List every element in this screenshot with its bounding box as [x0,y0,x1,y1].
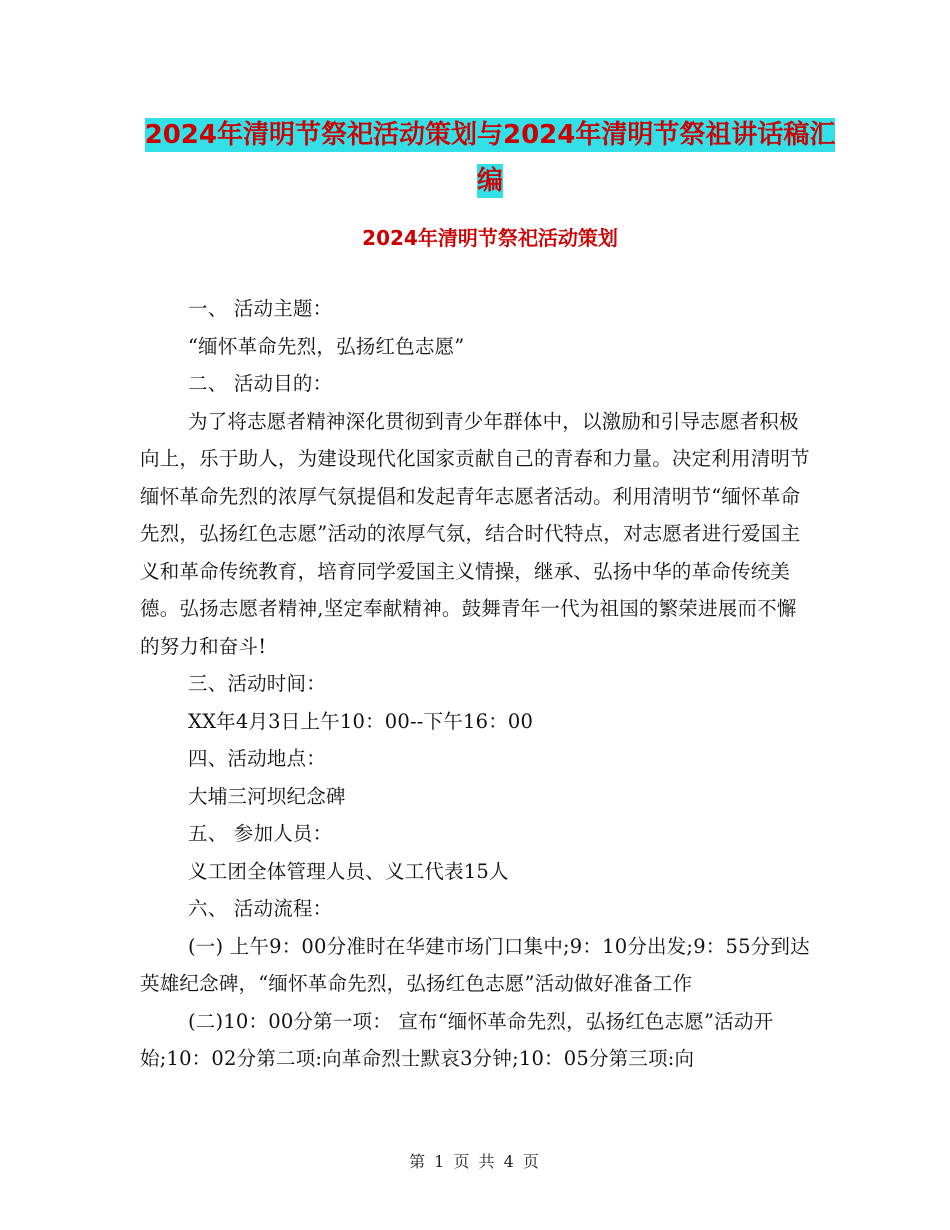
location-text: 大埔三河坝纪念碑 [188,784,346,808]
heading-location: 四、活动地点： [188,747,326,770]
process-step-1: (一) 上午9：00分准时在华建市场门口集中;9：10分出发;9：55分到达英雄纪念碑，“缅怀革命先烈，弘扬红色志愿”活动做好准备工作 [140,934,810,995]
participants-text: 义工团全体管理人员、义工代表15人 [188,859,509,883]
heading-theme: 一、 活动主题： [188,297,333,320]
heading-purpose: 二、 活动目的： [188,372,333,395]
heading-process: 六、 活动流程： [188,897,333,920]
heading-time: 三、活动时间： [188,672,326,695]
document-title [140,112,840,204]
process-step-2: (二)10：00分第一项： 宣布“缅怀革命先烈，弘扬红色志愿”活动开始;10：02分第二项:向革命烈士默哀3分钟;10：05分第三项:向 [140,1009,774,1070]
purpose-text: 为了将志愿者精神深化贯彻到青少年群体中，以激励和引导志愿者积极向上，乐于助人，为建设现代化国家贡献自己的青春和力量。决定利用清明节缅怀革命先烈的浓厚气氛提倡和发起青年志愿者活动。利用清明节“缅怀革命先烈，弘扬红色志愿”活动的浓厚气氛，结合时代特点，对志愿者进行爱国主义和革命传统教育，培育同学爱国主义情操，继承、弘扬中华的革命传统美德。弘扬志愿者精神,坚定奉献精神。鼓舞青年一代为祖国的繁荣进展而不懈的努力和奋斗! [140,409,810,658]
section-title: 2024年清明节祭祀活动策划 [362,226,618,250]
theme-text: “缅怀革命先烈，弘扬红色志愿” [188,334,465,358]
page-footer: 第 1 页 共 4 页 [409,1152,541,1171]
time-text: XX年4月3日上午10：00--下午16：00 [188,709,534,733]
document-title-text: 2024年清明节祭祀活动策划与2024年清明节祭祖讲话稿汇编 [144,120,836,196]
heading-participants: 五、 参加人员： [188,822,333,845]
document-body [140,290,810,1078]
